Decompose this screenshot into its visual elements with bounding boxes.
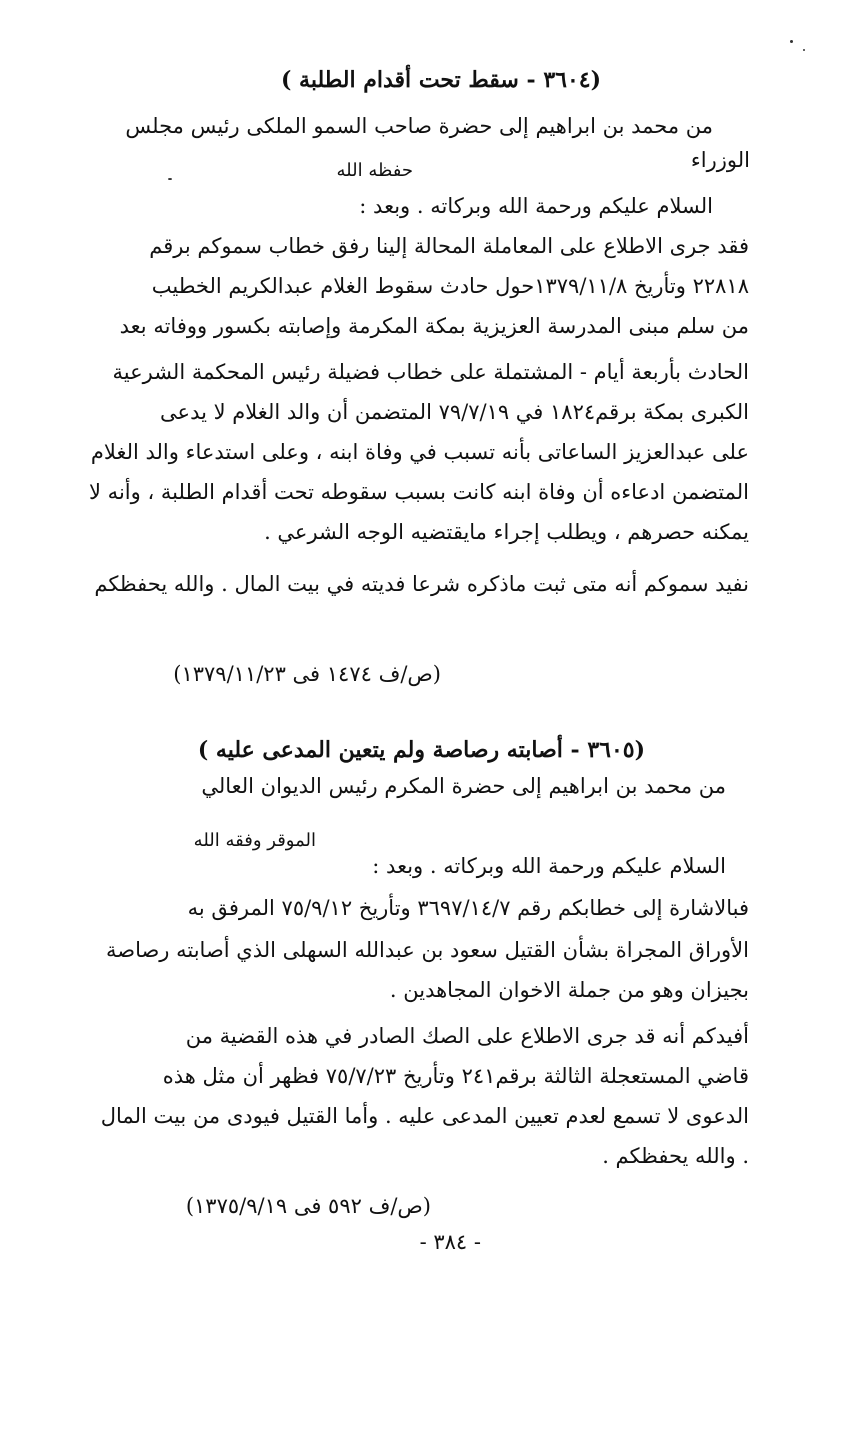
- scan-speck: [790, 40, 793, 43]
- letter-1-body-line: الحادث بأربعة أيام - المشتملة على خطاب فضيلة رئيس المحكمة الشرعية: [112, 360, 749, 384]
- letter-1-body-line: ٢٢٨١٨ وتأريخ ١٣٧٩/١١/٨حول حادث سقوط الغلام عبدالكريم الخطيب: [151, 274, 749, 298]
- scan-speck: [803, 49, 805, 51]
- letter-1-from-line: من محمد بن ابراهيم إلى حضرة صاحب السمو الملكى رئيس مجلس: [125, 114, 713, 138]
- letter-2-body-line: . والله يحفظكم .: [602, 1144, 749, 1168]
- letter-1-reference: (ص/ف ١٤٧٤ فى ١٣٧٩/١١/٢٣): [173, 662, 441, 686]
- letter-2-body-line: الدعوى لا تسمع لعدم تعيين المدعى عليه . وأما القتيل فيودى من بيت المال: [100, 1104, 749, 1128]
- letter-2-body-line: فبالاشارة إلى خطابكم رقم ٣٦٩٧/١٤/٧ وتأريخ ٧٥/٩/١٢ المرفق به: [187, 896, 749, 920]
- page-number: - ٣٨٤ -: [419, 1230, 481, 1254]
- letter-2-body-line: بجيزان وهو من جملة الاخوان المجاهدين .: [389, 978, 749, 1002]
- letter-2-body-line: قاضي المستعجلة الثالثة برقم٢٤١ وتأريخ ٧٥/٧/٢٣ فظهر أن مثل هذه: [162, 1064, 749, 1088]
- letter-1-addressee: الوزراء: [690, 148, 750, 172]
- letter-2-greeting: السلام عليكم ورحمة الله وبركاته . وبعد :: [372, 854, 726, 878]
- letter-1-body-line: على عبدالعزيز الساعاتى بأنه تسبب في وفاة ابنه ، وعلى استدعاء والد الغلام: [90, 440, 749, 464]
- letter-1-title: (٣٦٠٤ - سقط تحت أقدام الطلبة ): [280, 67, 601, 93]
- letter-1-body-line: من سلم مبنى المدرسة العزيزية بمكة المكرمة وإصابته بكسور ووفاته بعد: [119, 314, 749, 338]
- letter-1-closing: نفيد سموكم أنه متى ثبت ماذكره شرعا فديته في بيت المال . والله يحفظكم: [94, 572, 749, 596]
- letter-1-greeting: السلام عليكم ورحمة الله وبركاته . وبعد :: [359, 194, 713, 218]
- letter-2-title: (٣٦٠٥ - أصابته رصاصة ولم يتعين المدعى عليه ): [197, 737, 645, 763]
- letter-2-blessing: الموقر وفقه الله: [193, 830, 316, 851]
- letter-1-body-line: يمكنه حصرهم ، ويطلب إجراء مايقتضيه الوجه الشرعي .: [264, 520, 749, 544]
- letter-1-body-line: الكبرى بمكة برقم١٨٢٤ في ٧٩/٧/١٩ المتضمن أن والد الغلام لا يدعى: [160, 400, 749, 424]
- letter-2-body-line: الأوراق المجراة بشأن القتيل سعود بن عبدالله السهلى الذي أصابته رصاصة: [105, 938, 749, 962]
- letter-1-body-line: المتضمن ادعاءه أن وفاة ابنه كانت بسبب سقوطه تحت أقدام الطلبة ، وأنه لا: [89, 480, 749, 504]
- letter-2-reference: (ص/ف ٥٩٢ فى ١٣٧٥/٩/١٩): [185, 1194, 431, 1218]
- letter-2-body-line: أفيدكم أنه قد جرى الاطلاع على الصك الصادر في هذه القضية من: [185, 1024, 749, 1048]
- letter-1-blessing: حفظه الله: [336, 160, 413, 181]
- letter-2-from-line: من محمد بن ابراهيم إلى حضرة المكرم رئيس الديوان العالي: [201, 774, 726, 798]
- scan-speck: [168, 178, 172, 180]
- letter-1-body-line: فقد جرى الاطلاع على المعاملة المحالة إلينا رفق خطاب سموكم برقم: [149, 234, 749, 258]
